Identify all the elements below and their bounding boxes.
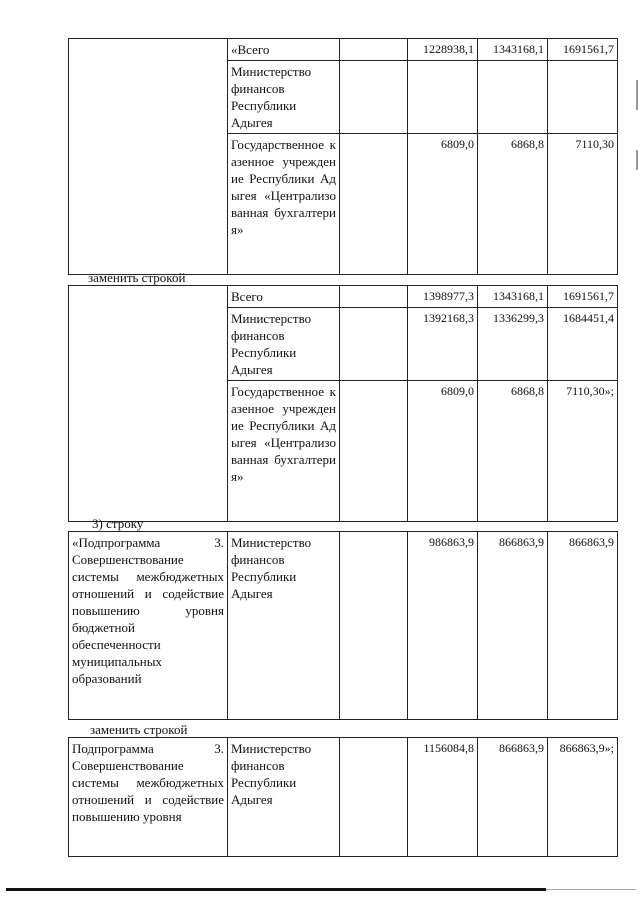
- value-cell: 1228938,1: [408, 39, 478, 61]
- value-cell: 1336299,3: [478, 308, 548, 381]
- value-cell: 6868,8: [478, 381, 548, 522]
- program-cell: Подпрограмма 3. Совершенствование системы межбюджетных отношений и содействие повышению уровня: [69, 738, 228, 857]
- empty-cell: [340, 381, 408, 522]
- program-cell: «Подпрограмма 3. Совершенствование системы межбюджетных отношений и содействие повышению уровня бюджетной обеспеченности муниципальных образований: [69, 532, 228, 720]
- empty-cell: [340, 532, 408, 720]
- value-cell: 1156084,8: [408, 738, 478, 857]
- empty-cell: [340, 738, 408, 857]
- empty-cell: [340, 61, 408, 134]
- value-cell: 986863,9: [408, 532, 478, 720]
- replace-instruction: заменить строкой: [88, 270, 186, 285]
- row-label: Всего: [228, 286, 340, 308]
- empty-cell: [340, 308, 408, 381]
- scan-edge-mark: [636, 150, 638, 170]
- executor-cell: Министерство финансов Республики Адыгея: [228, 738, 340, 857]
- value-cell: 1684451,4: [548, 308, 618, 381]
- value-cell: [478, 61, 548, 134]
- value-cell: [548, 61, 618, 134]
- value-cell: 1343168,1: [478, 286, 548, 308]
- value-cell: 866863,9»;: [548, 738, 618, 857]
- replace-instruction: заменить строкой: [90, 722, 188, 737]
- empty-cell: [340, 39, 408, 61]
- program-cell: [69, 286, 228, 522]
- row-label: Министерство финансов Республики Адыгея: [228, 308, 340, 381]
- value-cell: 7110,30»;: [548, 381, 618, 522]
- scan-bottom-rule: [6, 888, 546, 891]
- value-cell: 6809,0: [408, 134, 478, 275]
- table-row: [69, 738, 618, 857]
- table-section-4: [68, 737, 618, 857]
- table-section-1: [68, 38, 618, 275]
- empty-cell: [340, 286, 408, 308]
- table-section-2: [68, 285, 618, 522]
- value-cell: 1398977,3: [408, 286, 478, 308]
- item-number-label: 3) строку: [92, 516, 144, 531]
- value-cell: 6868,8: [478, 134, 548, 275]
- table-row: [69, 532, 618, 720]
- row-label: Министерство финансов Республики Адыгея: [228, 61, 340, 134]
- row-label: «Всего: [228, 39, 340, 61]
- value-cell: 1392168,3: [408, 308, 478, 381]
- value-cell: 1691561,7: [548, 39, 618, 61]
- value-cell: [408, 61, 478, 134]
- executor-cell: Министерство финансов Республики Адыгея: [228, 532, 340, 720]
- row-label: Государственное казенное учреждение Республики Адыгея «Централизованная бухгалтерия»: [228, 381, 340, 522]
- empty-cell: [340, 134, 408, 275]
- row-label: Государственное казенное учреждение Республики Адыгея «Централизованная бухгалтерия»: [228, 134, 340, 275]
- table-section-3: [68, 531, 618, 720]
- table-row: [69, 39, 618, 61]
- value-cell: 7110,30: [548, 134, 618, 275]
- value-cell: 866863,9: [478, 532, 548, 720]
- value-cell: 1691561,7: [548, 286, 618, 308]
- value-cell: 866863,9: [548, 532, 618, 720]
- value-cell: 6809,0: [408, 381, 478, 522]
- program-cell: [69, 39, 228, 275]
- table-row: [69, 286, 618, 308]
- value-cell: 866863,9: [478, 738, 548, 857]
- scan-bottom-rule-faint: [546, 889, 636, 890]
- value-cell: 1343168,1: [478, 39, 548, 61]
- scan-edge-mark: [636, 80, 638, 110]
